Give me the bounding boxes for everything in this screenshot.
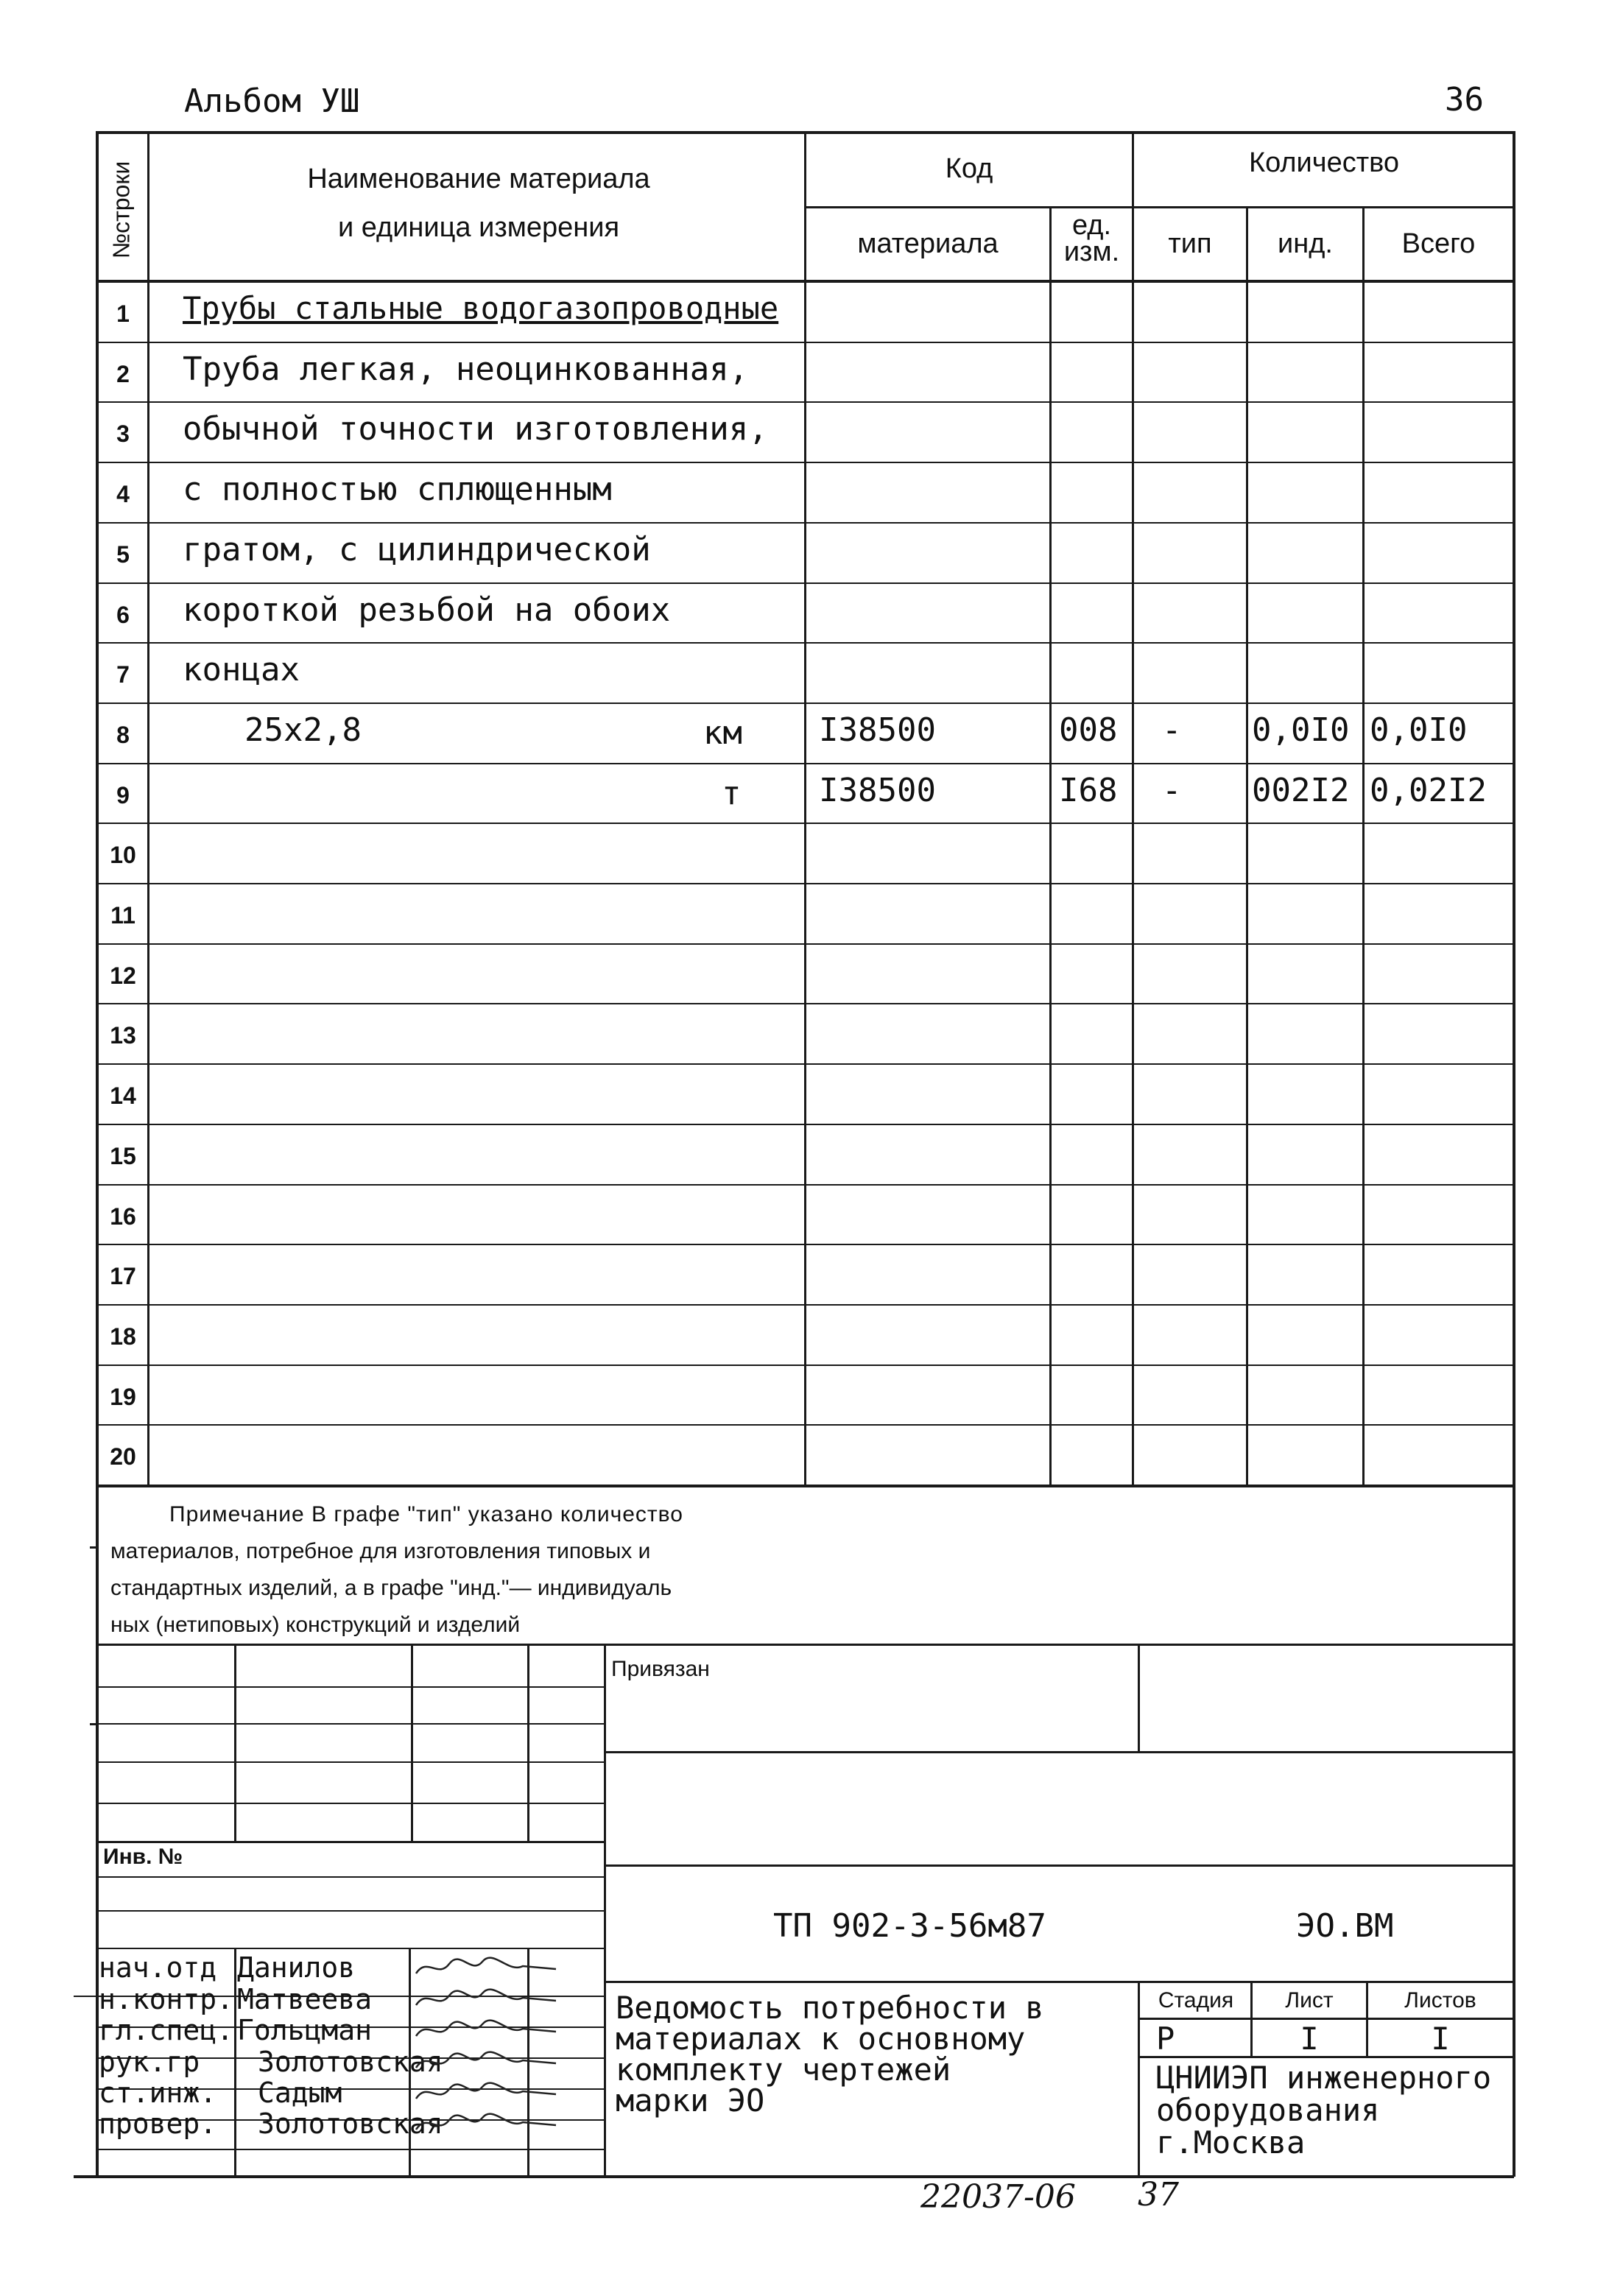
row-number: 14 [110, 1082, 136, 1109]
staff-role: ст.инж. [99, 2077, 217, 2109]
document-title [616, 1990, 1044, 2119]
sheet-value: I [1300, 2021, 1319, 2057]
signature-scribble [412, 2109, 560, 2138]
unit-label: т [722, 775, 742, 812]
material-name: концах [183, 651, 300, 689]
material-name: обычной точности изготовления, [183, 410, 768, 448]
staff-name: Гольцман [237, 2014, 373, 2046]
name-header: Наименование материала [307, 163, 650, 194]
signature-scribble [412, 1985, 560, 2014]
row-number: 20 [110, 1443, 136, 1470]
footer-page: 37 [1138, 2176, 1179, 2214]
row-number: 2 [116, 361, 130, 387]
signature-scribble [412, 2078, 560, 2107]
staff-role: н.контр. [99, 1983, 234, 2015]
org-line-2: оборудования [1156, 2092, 1380, 2128]
material-code: I38500 [819, 772, 936, 809]
org-line-3: г.Москва [1156, 2124, 1306, 2161]
signature-scribble [412, 2015, 560, 2045]
note-line-4: ных (нетиповых) конструкций и изделий [110, 1613, 521, 1637]
row-number: 16 [110, 1203, 136, 1230]
staff-name: Садым [258, 2077, 342, 2109]
code-header: Код [945, 153, 993, 184]
row-number: 7 [116, 661, 130, 688]
name-header-2: и единица измерения [337, 212, 620, 243]
row-number: 3 [116, 420, 130, 447]
staff-name: Золотовская [258, 2107, 443, 2140]
qty-ind: 0,0I0 [1252, 711, 1350, 749]
row-number: 11 [110, 902, 135, 929]
qty-total: 0,02I2 [1370, 772, 1487, 809]
row-number: 17 [110, 1263, 136, 1289]
type-header: тип [1168, 228, 1212, 259]
row-number: 12 [110, 962, 136, 989]
row-number: 5 [116, 541, 130, 568]
staff-role: рук.гр [99, 2046, 200, 2078]
signature-scribble [412, 2047, 560, 2077]
row-number: 18 [110, 1323, 136, 1350]
material-name: с полностью сплющенным [183, 471, 612, 508]
title-line-4: марки ЭО [616, 2082, 765, 2119]
staff-name: Матвеева [237, 1983, 373, 2015]
title-line-2: материалах к основному [616, 2021, 1026, 2057]
page-number: 36 [1445, 81, 1484, 119]
total-header: Всего [1401, 228, 1476, 259]
unit-code: I68 [1059, 772, 1118, 809]
qty-total: 0,0I0 [1370, 711, 1468, 749]
staff-role: нач.отд [99, 1951, 217, 1984]
row-number: 6 [116, 602, 130, 628]
org-line-1: ЦНИИЭП инженерного [1156, 2060, 1492, 2096]
signature-scribble [412, 1953, 560, 1982]
organization [1156, 2062, 1491, 2159]
album-title: Альбом УШ [184, 82, 360, 120]
row-number: 9 [116, 782, 130, 809]
unit-header-2: изм. [1063, 236, 1120, 267]
staff-role: провер. [99, 2107, 217, 2140]
row-number: 4 [116, 481, 130, 507]
ind-header: инд. [1278, 228, 1333, 259]
note-line-2: материалов, потребное для изготовления типовых и [110, 1539, 651, 1563]
material-name: короткой резьбой на обоих [183, 591, 671, 629]
quantity-header: Количество [1248, 147, 1400, 178]
row-number: 13 [110, 1022, 136, 1049]
qty-ind: 002I2 [1252, 772, 1350, 809]
material-code-header: материала [857, 228, 999, 259]
doc-mark: ЭО.ВМ [1296, 1907, 1394, 1945]
material-code: I38500 [819, 711, 936, 749]
staff-name: Данилов [237, 1951, 356, 1984]
staff-role: гл.спец. [99, 2014, 234, 2046]
row-number-header [96, 133, 147, 287]
sheet-header: Лист [1285, 1988, 1334, 2012]
doc-code: ТП 902-3-56м87 [773, 1907, 1046, 1945]
title-line-1: Ведомость потребности в [616, 1990, 1044, 2026]
row-number: 19 [110, 1384, 136, 1410]
unit-label: км [703, 714, 742, 752]
note-line-1: Примечание В графе "тип" указано количество [169, 1502, 683, 1526]
material-name: Трубы стальные водогазопроводные [183, 290, 779, 326]
archive-number: 22037-06 [920, 2178, 1076, 2216]
privyazan-label: Привязан [611, 1657, 710, 1681]
row-number-header-label: №строки [108, 161, 135, 259]
stage-value: Р [1156, 2021, 1175, 2057]
qty-type: - [1162, 711, 1182, 749]
inv-no-label: Инв. № [103, 1845, 183, 1869]
unit-code: 008 [1059, 711, 1118, 749]
title-line-3: комплекту чертежей [616, 2052, 951, 2088]
unit-header [1052, 212, 1132, 265]
material-name: 25x2,8 [244, 711, 362, 749]
material-name: Труба легкая, неоцинкованная, [183, 351, 749, 388]
row-number: 10 [110, 842, 136, 868]
stage-header: Стадия [1158, 1988, 1234, 2012]
unit-header-1: ед. [1071, 210, 1112, 241]
sheets-header: Листов [1404, 1988, 1476, 2012]
qty-type: - [1162, 772, 1182, 809]
material-name: гратом, с цилиндрической [183, 531, 651, 568]
row-number: 15 [110, 1143, 136, 1169]
note-line-3: стандартных изделий, а в графе "инд."— индивидуаль [110, 1576, 672, 1600]
staff-name: Золотовская [258, 2046, 443, 2078]
row-number: 1 [116, 300, 130, 327]
sheets-value: I [1431, 2021, 1450, 2057]
row-number: 8 [116, 722, 130, 748]
